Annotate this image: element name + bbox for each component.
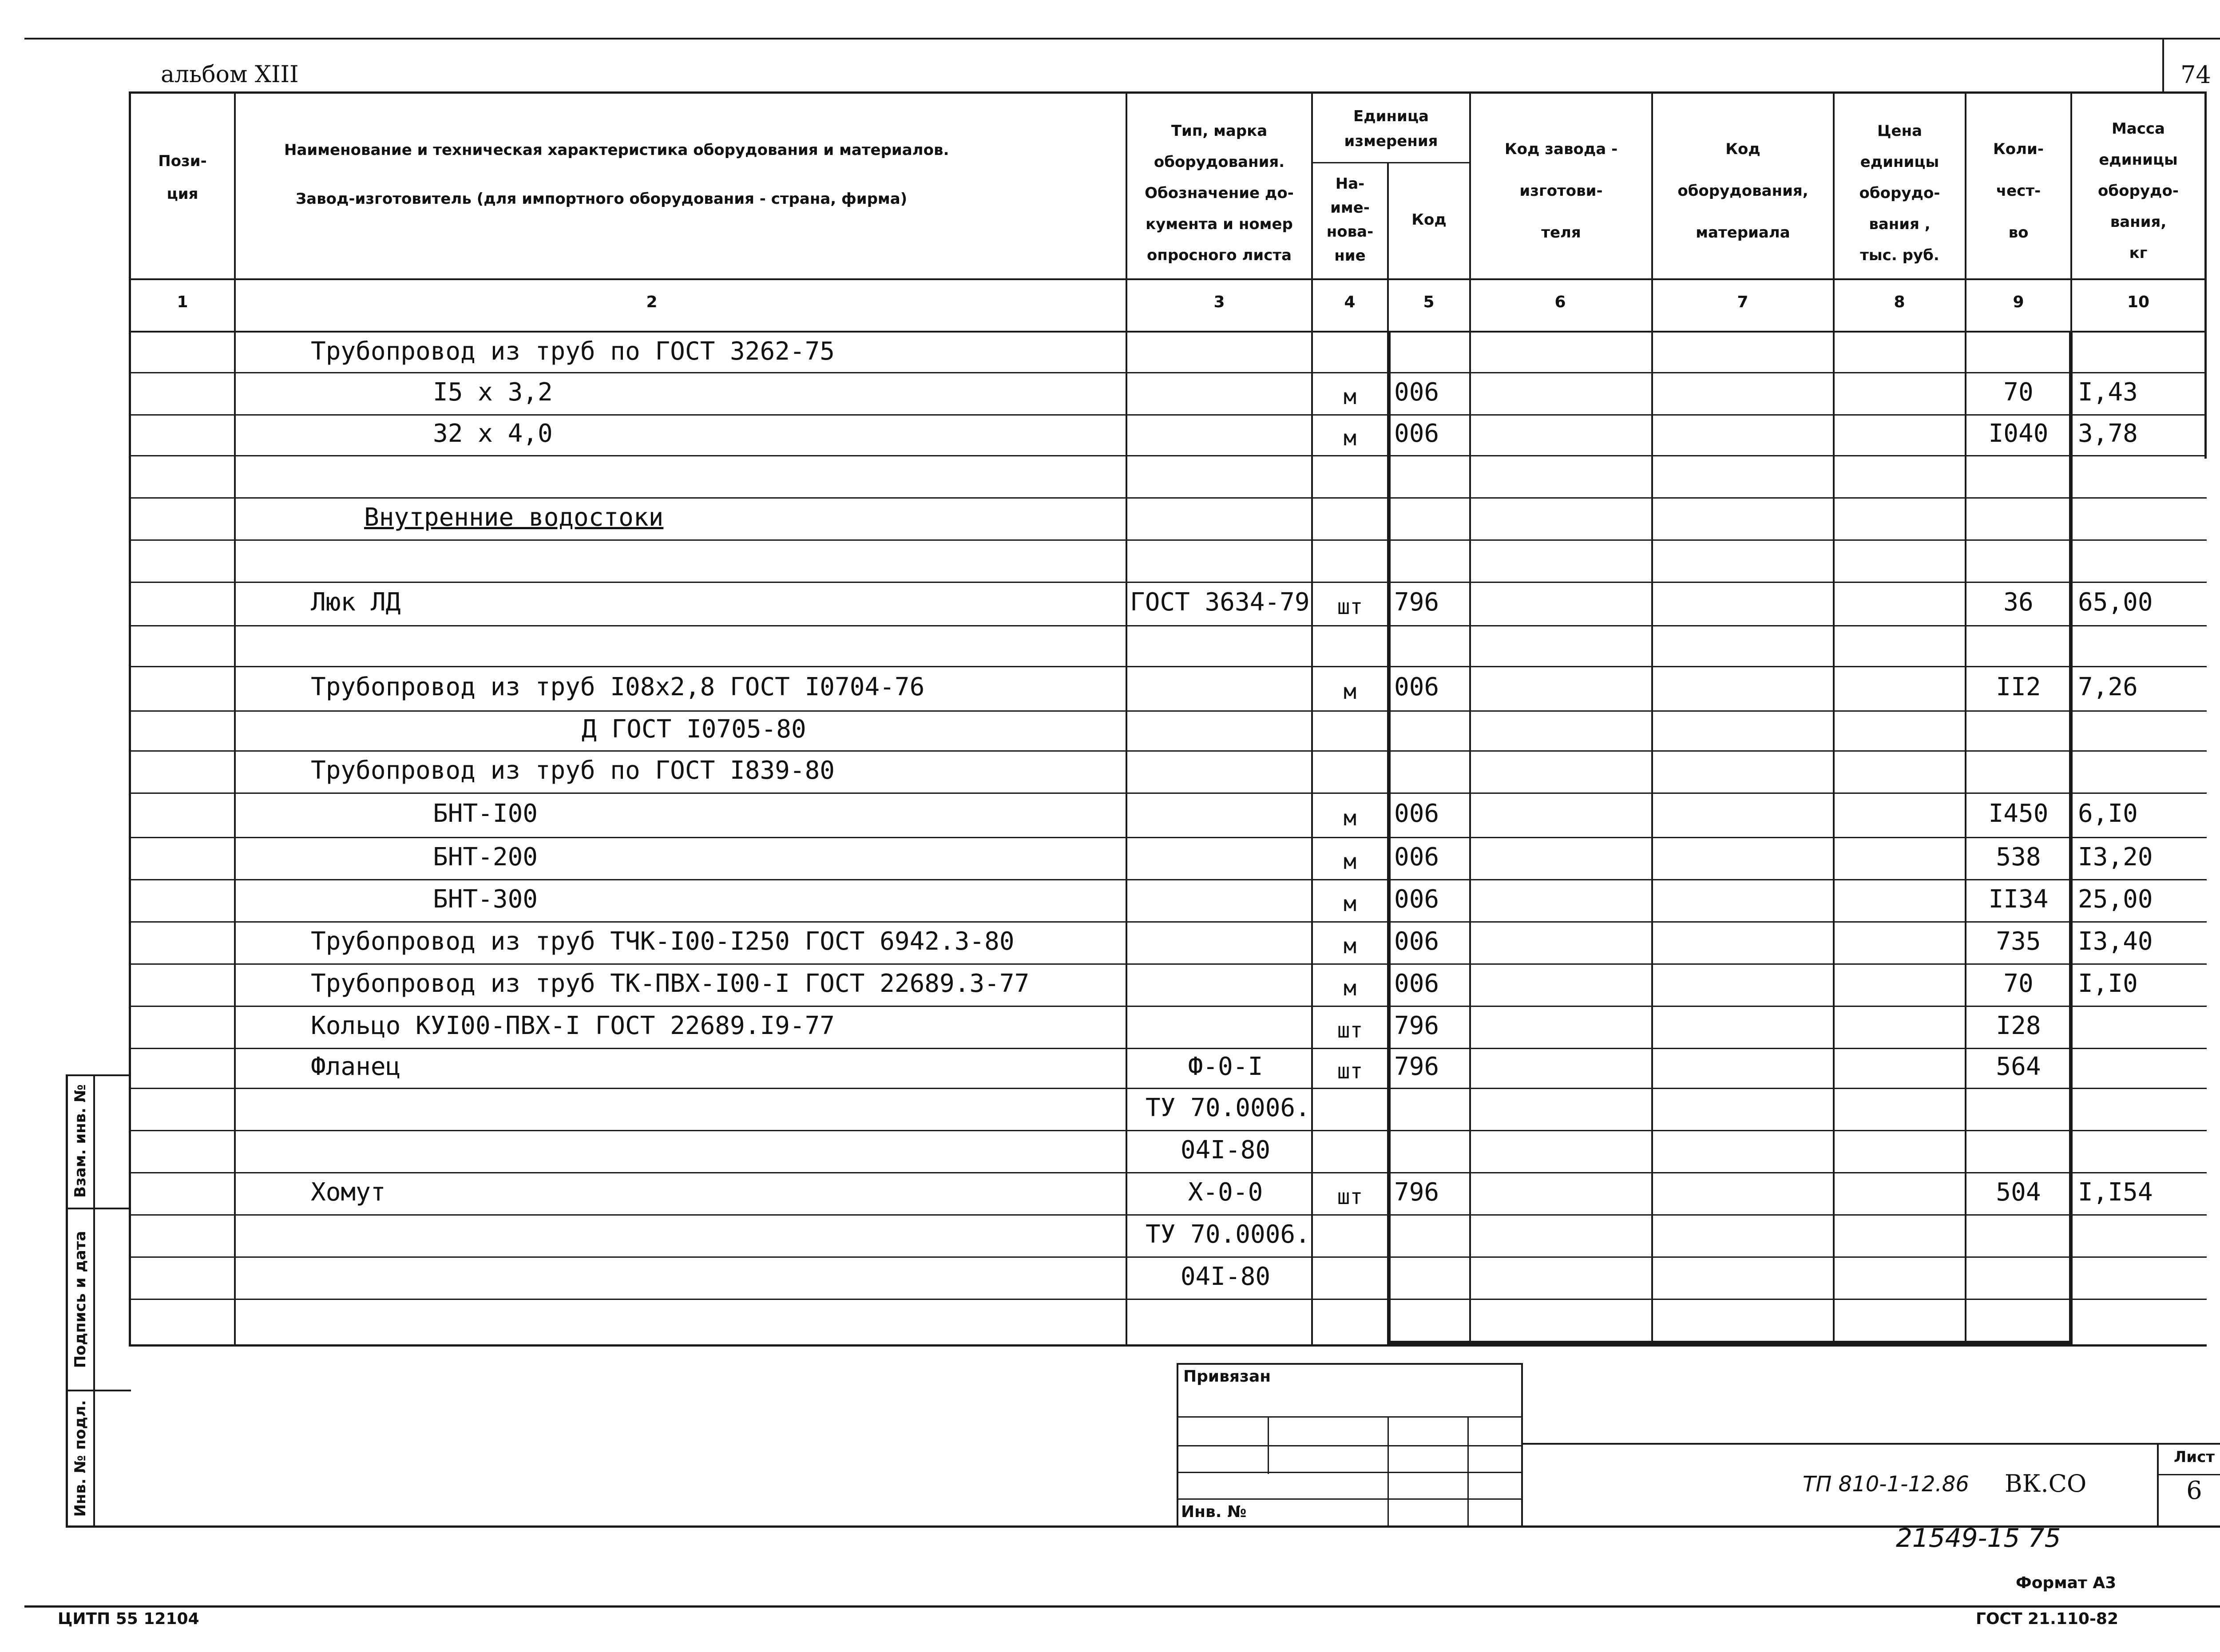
header-bottom: [129, 278, 2207, 280]
privyazan-v2: [1388, 1416, 1389, 1527]
header-quantity: Коли- чест- во: [1993, 140, 2044, 242]
row-unit: м: [1344, 975, 1356, 1001]
vline-2: [1126, 91, 1127, 1347]
row-quantity: II2: [1996, 673, 2041, 701]
row-type: Ф-0-I: [1188, 1052, 1263, 1081]
row-divider: [129, 414, 2207, 416]
privyazan-top: [1177, 1363, 1523, 1365]
row-unit: м: [1344, 933, 1356, 959]
row-divider: [129, 1006, 2207, 1007]
row-mass: 65,00: [2078, 588, 2153, 617]
header-type: Тип, марка оборудования. Обозначение до- кумента и номер опросного листа: [1145, 122, 1294, 264]
column-number: 4: [1344, 293, 1356, 311]
privyazan-h4: [1177, 1498, 1523, 1500]
row-divider: [129, 1048, 2207, 1049]
row-quantity: II34: [1988, 884, 2049, 914]
row-divider: [129, 582, 2207, 583]
side-stamp-top: [66, 1074, 131, 1076]
row-name: БНТ-300: [433, 884, 538, 914]
row-name: Трубопровод из труб ТК-ПВХ-I00-I ГОСТ 22689.3-77: [311, 969, 1030, 998]
side-stamp-div2: [66, 1390, 131, 1391]
table-top: [129, 91, 2207, 94]
page-number: 74: [2180, 61, 2211, 89]
row-divider: [129, 1088, 2207, 1089]
row-unit-code: 006: [1394, 673, 1439, 701]
footer-left: ЦИТП 55 12104: [58, 1610, 199, 1628]
bottom-border: [24, 1605, 2220, 1608]
column-number: 3: [1213, 293, 1225, 311]
row-name: Трубопровод из труб по ГОСТ I839-80: [311, 756, 835, 785]
column-number: 10: [2127, 293, 2150, 311]
row-name: Д ГОСТ I0705-80: [582, 715, 806, 744]
row-mass: I3,20: [2078, 842, 2153, 872]
column-number: 7: [1737, 293, 1748, 311]
row-unit-code: 006: [1394, 884, 1439, 914]
row-quantity: 504: [1996, 1177, 2041, 1207]
row-type: 04I-80: [1180, 1135, 1271, 1165]
privyazan-h2: [1177, 1445, 1523, 1446]
row-unit: шт: [1337, 1018, 1363, 1043]
row-quantity: 70: [2003, 969, 2034, 998]
row-unit-code: 006: [1394, 927, 1439, 956]
row-quantity: 36: [2003, 588, 2034, 617]
privyazan-v1: [1268, 1416, 1269, 1474]
row-quantity: I450: [1988, 799, 2049, 828]
header-equipment-code: Код оборудования, материала: [1677, 140, 1808, 242]
footer-right: ГОСТ 21.110-82: [1976, 1610, 2119, 1628]
row-name: I5 х 3,2: [433, 377, 553, 407]
row-unit: м: [1344, 426, 1356, 451]
row-type: ТУ 70.0006.: [1146, 1220, 1310, 1249]
table-bottom: [129, 1344, 2207, 1347]
format-label: Формат А3: [2016, 1574, 2117, 1592]
stamp-sheet-label: Лист: [2174, 1448, 2215, 1466]
row-quantity: 70: [2003, 377, 2034, 407]
stamp-doc-code: ТП 810-1-12.86: [1803, 1472, 1969, 1497]
row-unit-code: 006: [1394, 799, 1439, 828]
privyazan-h3: [1177, 1472, 1523, 1473]
row-mass: I,43: [2078, 377, 2138, 407]
row-mass: 7,26: [2078, 673, 2138, 701]
row-name: 32 х 4,0: [433, 419, 553, 448]
vline-8: [1965, 91, 1966, 1347]
column-number: 2: [646, 293, 658, 311]
row-divider: [129, 710, 2207, 712]
stamp-sheet-number: 6: [2186, 1476, 2202, 1505]
row-name: Внутренние водостоки: [364, 503, 664, 532]
block-left: [1387, 333, 1391, 1345]
row-mass: 3,78: [2078, 419, 2138, 448]
row-unit: м: [1344, 679, 1356, 704]
header-factory-code: Код завода - изготови- теля: [1504, 140, 1618, 242]
row-unit-code: 006: [1394, 419, 1439, 448]
stamp-podpis-data: Подпись и дата: [71, 1231, 89, 1368]
row-mass: I,I0: [2078, 969, 2138, 998]
privyazan-v3: [1467, 1416, 1469, 1527]
row-unit-code: 796: [1394, 1177, 1439, 1207]
header-name-line2: Завод-изготовитель (для импортного оборудования - страна, фирма): [296, 190, 908, 208]
header-unit-code: Код: [1411, 211, 1447, 229]
row-quantity: 735: [1996, 927, 2041, 956]
row-name: Трубопровод из труб ТЧК-I00-I250 ГОСТ 6942.3-80: [311, 927, 1015, 956]
row-divider: [129, 750, 2207, 752]
row-divider: [129, 1256, 2207, 1258]
header-mass: Масса единицы оборудо- вания, кг: [2098, 120, 2179, 262]
title-block-top: [1523, 1443, 2220, 1445]
handwritten-number: 21549-15 75: [1896, 1523, 2061, 1553]
row-type: ГОСТ 3634-79: [1130, 588, 1310, 617]
row-mass: 25,00: [2078, 884, 2153, 914]
row-divider: [129, 539, 2207, 541]
row-name: Трубопровод из труб I08х2,8 ГОСТ I0704-76: [311, 673, 925, 701]
row-unit: шт: [1337, 1059, 1363, 1084]
vline-7: [1833, 91, 1835, 1347]
row-type: Х-0-0: [1188, 1177, 1263, 1207]
row-name: Хомут: [311, 1177, 386, 1207]
header-unit: Единица измерения: [1344, 107, 1438, 150]
row-divider: [129, 921, 2207, 923]
vline-6: [1651, 91, 1653, 1347]
row-divider: [129, 1299, 2207, 1300]
stamp-privyazan: Привязан: [1183, 1367, 1271, 1386]
row-quantity: I040: [1988, 419, 2049, 448]
vline-5: [1469, 91, 1471, 1347]
row-type: 04I-80: [1180, 1262, 1271, 1291]
row-quantity: 564: [1996, 1052, 2041, 1081]
vline-3: [1311, 91, 1313, 1347]
row-divider: [129, 879, 2207, 880]
row-name: Люк ЛД: [311, 588, 401, 617]
unit-subheader-line: [1311, 162, 1471, 163]
row-divider: [129, 1214, 2207, 1216]
column-number: 8: [1894, 293, 1905, 311]
row-type: ТУ 70.0006.: [1146, 1093, 1310, 1122]
header-unit-name: На- име- нова- ние: [1326, 175, 1374, 265]
top-border: [24, 38, 2220, 40]
album-label: альбом XIII: [161, 61, 299, 88]
column-number: 5: [1423, 293, 1435, 311]
header-name-line1: Наименование и техническая характеристика оборудования и материалов.: [284, 141, 949, 159]
row-divider: [129, 497, 2207, 499]
row-unit: шт: [1337, 594, 1363, 619]
row-divider: [129, 792, 2207, 794]
row-divider: [129, 1130, 2207, 1131]
row-divider: [129, 455, 2207, 456]
row-mass: I,I54: [2078, 1177, 2153, 1207]
row-quantity: I28: [1996, 1011, 2041, 1040]
row-mass: I3,40: [2078, 927, 2153, 956]
row-unit-code: 796: [1394, 588, 1439, 617]
row-unit: шт: [1337, 1184, 1363, 1209]
column-number: 9: [2013, 293, 2024, 311]
row-divider: [129, 1172, 2207, 1173]
privyazan-h1: [1177, 1416, 1523, 1418]
row-unit: м: [1344, 384, 1356, 409]
row-unit: м: [1344, 891, 1356, 916]
row-unit-code: 006: [1394, 377, 1439, 407]
side-stamp-div1: [66, 1208, 131, 1209]
row-divider: [129, 625, 2207, 626]
row-unit-code: 796: [1394, 1011, 1439, 1040]
stamp-inv-no: Инв. №: [1181, 1503, 1247, 1521]
header-position: Пози- ция: [158, 152, 207, 203]
row-divider: [129, 837, 2207, 838]
column-number: 1: [177, 293, 188, 311]
row-mass: 6,I0: [2078, 799, 2138, 828]
row-quantity: 538: [1996, 842, 2041, 872]
row-name: Трубопровод из труб по ГОСТ 3262-75: [311, 337, 835, 366]
table-right: [2204, 91, 2207, 459]
row-name: Фланец: [311, 1052, 401, 1081]
sheet-box-mid: [2157, 1474, 2220, 1475]
row-divider: [129, 963, 2207, 965]
row-unit-code: 006: [1394, 842, 1439, 872]
vline-1: [234, 91, 236, 1347]
row-divider: [129, 666, 2207, 667]
row-unit: м: [1344, 849, 1356, 874]
stamp-section: ВК.СО: [2005, 1470, 2087, 1497]
row-unit-code: 796: [1394, 1052, 1439, 1081]
side-stamp-mid: [93, 1074, 95, 1527]
column-number: 6: [1554, 293, 1566, 311]
side-stamp-left: [66, 1074, 68, 1527]
row-name: БНТ-I00: [433, 799, 538, 828]
row-name: БНТ-200: [433, 842, 538, 872]
block-bottom: [1387, 1341, 2073, 1344]
stamp-inv-podl: Инв. № подл.: [71, 1400, 89, 1517]
header-price: Цена единицы оборудо- вания , тыс. руб.: [1859, 122, 1940, 264]
stamp-vzam-inv: Взам. инв. №: [71, 1084, 89, 1198]
colnum-bottom: [129, 331, 2207, 333]
row-divider: [129, 372, 2207, 373]
row-name: Кольцо КУI00-ПВХ-I ГОСТ 22689.I9-77: [311, 1011, 835, 1040]
row-unit: м: [1344, 806, 1356, 831]
row-unit-code: 006: [1394, 969, 1439, 998]
